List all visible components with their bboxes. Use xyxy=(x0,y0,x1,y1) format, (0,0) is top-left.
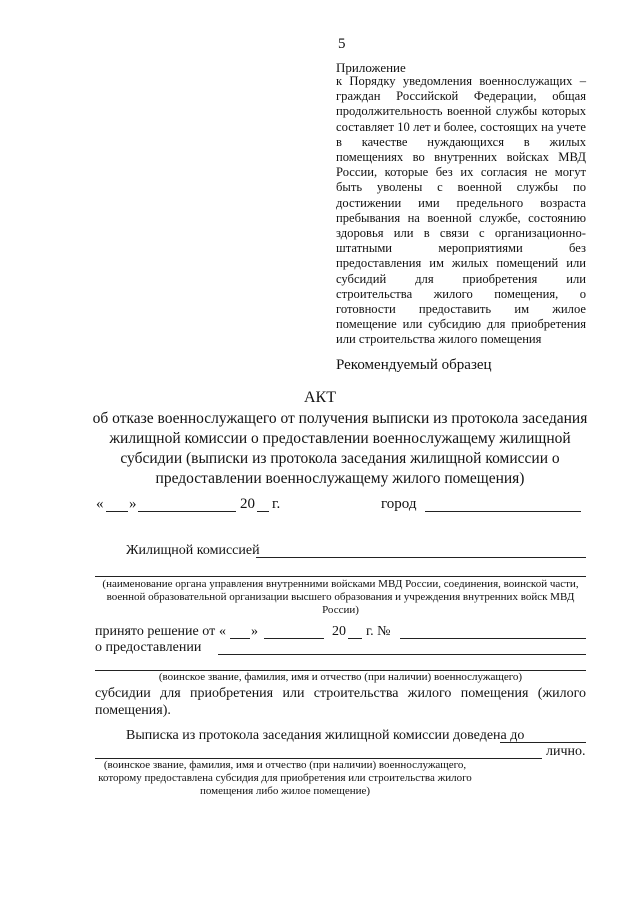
subsidy-text: субсидии для приобретения или строительства жилого помещения (жилого помещения). xyxy=(95,686,586,718)
provision-field[interactable] xyxy=(218,654,586,655)
provision-note: (воинское звание, фамилия, имя и отчество (при наличии) военнослужащего) xyxy=(158,671,523,683)
decision-quote-open: « xyxy=(219,624,226,639)
commission-field[interactable] xyxy=(256,557,586,558)
decision-label: принято решение от xyxy=(95,624,216,639)
decision-year-field[interactable] xyxy=(348,638,362,639)
commission-field-line-2[interactable] xyxy=(95,576,586,577)
day-field[interactable] xyxy=(106,511,128,512)
decision-month-field[interactable] xyxy=(264,638,324,639)
appendix-title: Приложение xyxy=(336,60,406,75)
decision-day-field[interactable] xyxy=(230,638,250,639)
page-number: 5 xyxy=(338,36,346,52)
year-prefix: 20 xyxy=(240,496,255,512)
decision-quote-close: » xyxy=(251,624,258,639)
decision-number-field[interactable] xyxy=(400,638,586,639)
appendix-text: к Порядку уведомления военнослужащих – граждан Российской Федерации, общая продолжительность военной службы которых составляет 10 лет и более, состоящих на учете в качестве нуждающихся в жилых помещениях во внутренних войсках МВД России, которые без их согласия не могут быть уволены с военной службы по достижении ими предельного возраста пребывания на военной службе, состоянию здоровья или в связи с организационно-штатными мероприятиями без предоставления им жилых помещений или субсидий для приобретения или строительства жилого помещения, о готовности предоставить им жилое помещение или субсидию для приобретения или строительства жилого помещения xyxy=(336,74,586,347)
year-suffix: г. xyxy=(272,496,281,512)
decision-number-label: г. № xyxy=(366,624,391,639)
act-subtitle: об отказе военнослужащего от получения выписки из протокола заседания жилищной комиссии о предоставлении военнослужащему жилищной субсидии (выписки из протокола заседания жилищной комиссии о предоставлении военнослужащему жилого помещения) xyxy=(92,410,588,487)
year-field[interactable] xyxy=(257,511,269,512)
date-quote-open: « xyxy=(96,496,104,512)
decision-year-prefix: 20 xyxy=(332,624,346,639)
personally-label: лично. xyxy=(546,744,586,759)
extract-note: (воинское звание, фамилия, имя и отчество (при наличии) военнослужащего, которому предоставлена субсидия для приобретения или строительства жилого помещения либо жилое помещение) xyxy=(98,759,472,797)
extract-recipient-field[interactable] xyxy=(500,742,586,743)
date-quote-close: » xyxy=(129,496,137,512)
city-label: город xyxy=(381,496,417,512)
provision-label: о предоставлении xyxy=(95,640,202,655)
recommended-sample-label: Рекомендуемый образец xyxy=(336,357,492,373)
commission-label: Жилищной комиссией xyxy=(126,543,260,558)
act-title: АКТ xyxy=(304,389,336,406)
extract-text: Выписка из протокола заседания жилищной комиссии доведена до xyxy=(126,728,525,743)
month-field[interactable] xyxy=(138,511,236,512)
city-field[interactable] xyxy=(425,511,581,512)
commission-note: (наименование органа управления внутренними войсками МВД России, соединения, воинской части, военной образовательной организации высшего образования и учреждения внутренних войск МВД России) xyxy=(102,578,579,616)
